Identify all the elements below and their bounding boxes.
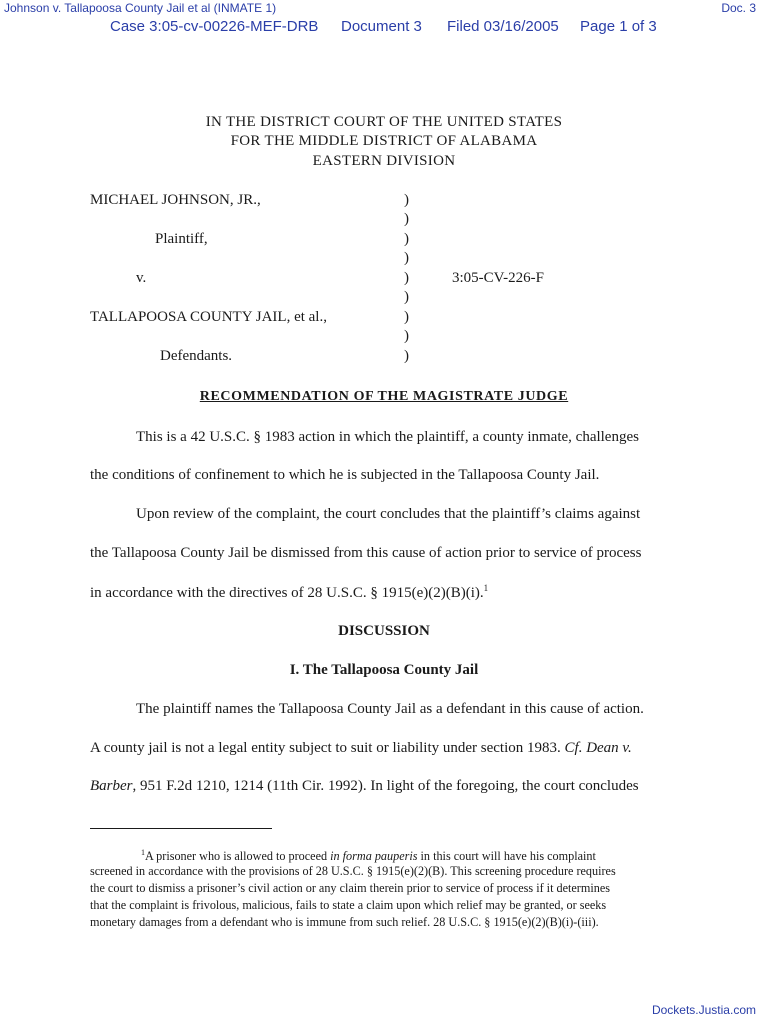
- caption-paren: ): [404, 348, 409, 364]
- plaintiff-name: MICHAEL JOHNSON, JR.,: [90, 192, 261, 208]
- case-number: Case 3:05-cv-00226-MEF-DRB: [110, 18, 319, 35]
- footnote-line: that the complaint is frivolous, malicious, fails to state a claim upon which relief may be granted, or seeks: [90, 898, 607, 912]
- body-line: [90, 778, 639, 795]
- document-number: Document 3: [341, 18, 422, 35]
- doc-number-link[interactable]: Doc. 3: [721, 1, 756, 15]
- footnote-line: [141, 845, 596, 864]
- footnote-line: monetary damages from a defendant who is immune from such relief. 28 U.S.C. § 1915(e)(2)(B)(i)-(iii).: [90, 915, 599, 929]
- body-line: The plaintiff names the Tallapoosa County Jail as a defendant in this cause of action.: [136, 701, 644, 717]
- body-line: This is a 42 U.S.C. § 1983 action in which the plaintiff, a county inmate, challenges: [136, 429, 639, 445]
- caption-paren: ): [404, 309, 409, 325]
- defendant-role: Defendants.: [160, 348, 233, 364]
- caption-paren: ): [404, 328, 409, 344]
- justia-link[interactable]: Dockets.Justia.com: [651, 1003, 756, 1017]
- caption-case-number: 3:05-CV-226-F: [452, 270, 544, 286]
- footnote-text: A prisoner who is allowed to proceed: [145, 849, 331, 864]
- body-line: [90, 583, 488, 602]
- caption-paren: ): [404, 211, 409, 227]
- court-name-line2: FOR THE MIDDLE DISTRICT OF ALABAMA: [230, 133, 538, 149]
- footnote-text: in this court will have his complaint: [417, 849, 596, 864]
- court-division: EASTERN DIVISION: [312, 153, 456, 169]
- case-citation: Cf. Dean v.: [564, 740, 632, 756]
- defendant-name: TALLAPOOSA COUNTY JAIL, et al.,: [90, 309, 327, 325]
- court-name-line1: IN THE DISTRICT COURT OF THE UNITED STATES: [205, 114, 563, 130]
- footnote-mark: 1: [141, 848, 145, 857]
- caption-paren: ): [404, 250, 409, 266]
- body-text: A county jail is not a legal entity subject to suit or liability under section 1983.: [90, 740, 565, 756]
- body-line: the Tallapoosa County Jail be dismissed from this cause of action prior to service of process: [90, 545, 642, 561]
- body-text: in accordance with the directives of 28 U.S.C. § 1915(e)(2)(B)(i).: [90, 585, 484, 601]
- page-indicator: Page 1 of 3: [580, 18, 657, 35]
- body-line: the conditions of confinement to which he is subjected in the Tallapoosa County Jail.: [90, 467, 600, 483]
- caption-paren: ): [404, 192, 409, 208]
- footnote-italic: in forma pauperis: [330, 849, 418, 864]
- body-text: , 951 F.2d 1210, 1214 (11th Cir. 1992). In light of the foregoing, the court concludes: [132, 778, 639, 794]
- case-citation: Barber: [90, 778, 133, 794]
- footnote-reference: 1: [483, 583, 489, 593]
- case-title-link[interactable]: Johnson v. Tallapoosa County Jail et al (INMATE 1): [4, 1, 277, 15]
- plaintiff-role: Plaintiff,: [155, 231, 208, 247]
- body-line: [90, 740, 632, 757]
- footnote-line: the court to dismiss a prisoner’s civil action or any claim therein prior to service of process if it determines: [90, 881, 610, 895]
- caption-paren: ): [404, 270, 409, 286]
- versus: v.: [136, 270, 147, 286]
- body-line: Upon review of the complaint, the court concludes that the plaintiff’s claims against: [136, 506, 641, 522]
- caption-paren: ): [404, 289, 409, 305]
- section-heading: I. The Tallapoosa County Jail: [289, 662, 479, 678]
- document-title: RECOMMENDATION OF THE MAGISTRATE JUDGE: [199, 389, 569, 404]
- footnote-divider: [90, 828, 272, 829]
- discussion-heading: DISCUSSION: [338, 623, 430, 639]
- caption-paren: ): [404, 231, 409, 247]
- footnote-line: screened in accordance with the provisions of 28 U.S.C. § 1915(e)(2)(B). This screening procedure requires: [90, 864, 616, 878]
- filed-date: Filed 03/16/2005: [447, 18, 559, 35]
